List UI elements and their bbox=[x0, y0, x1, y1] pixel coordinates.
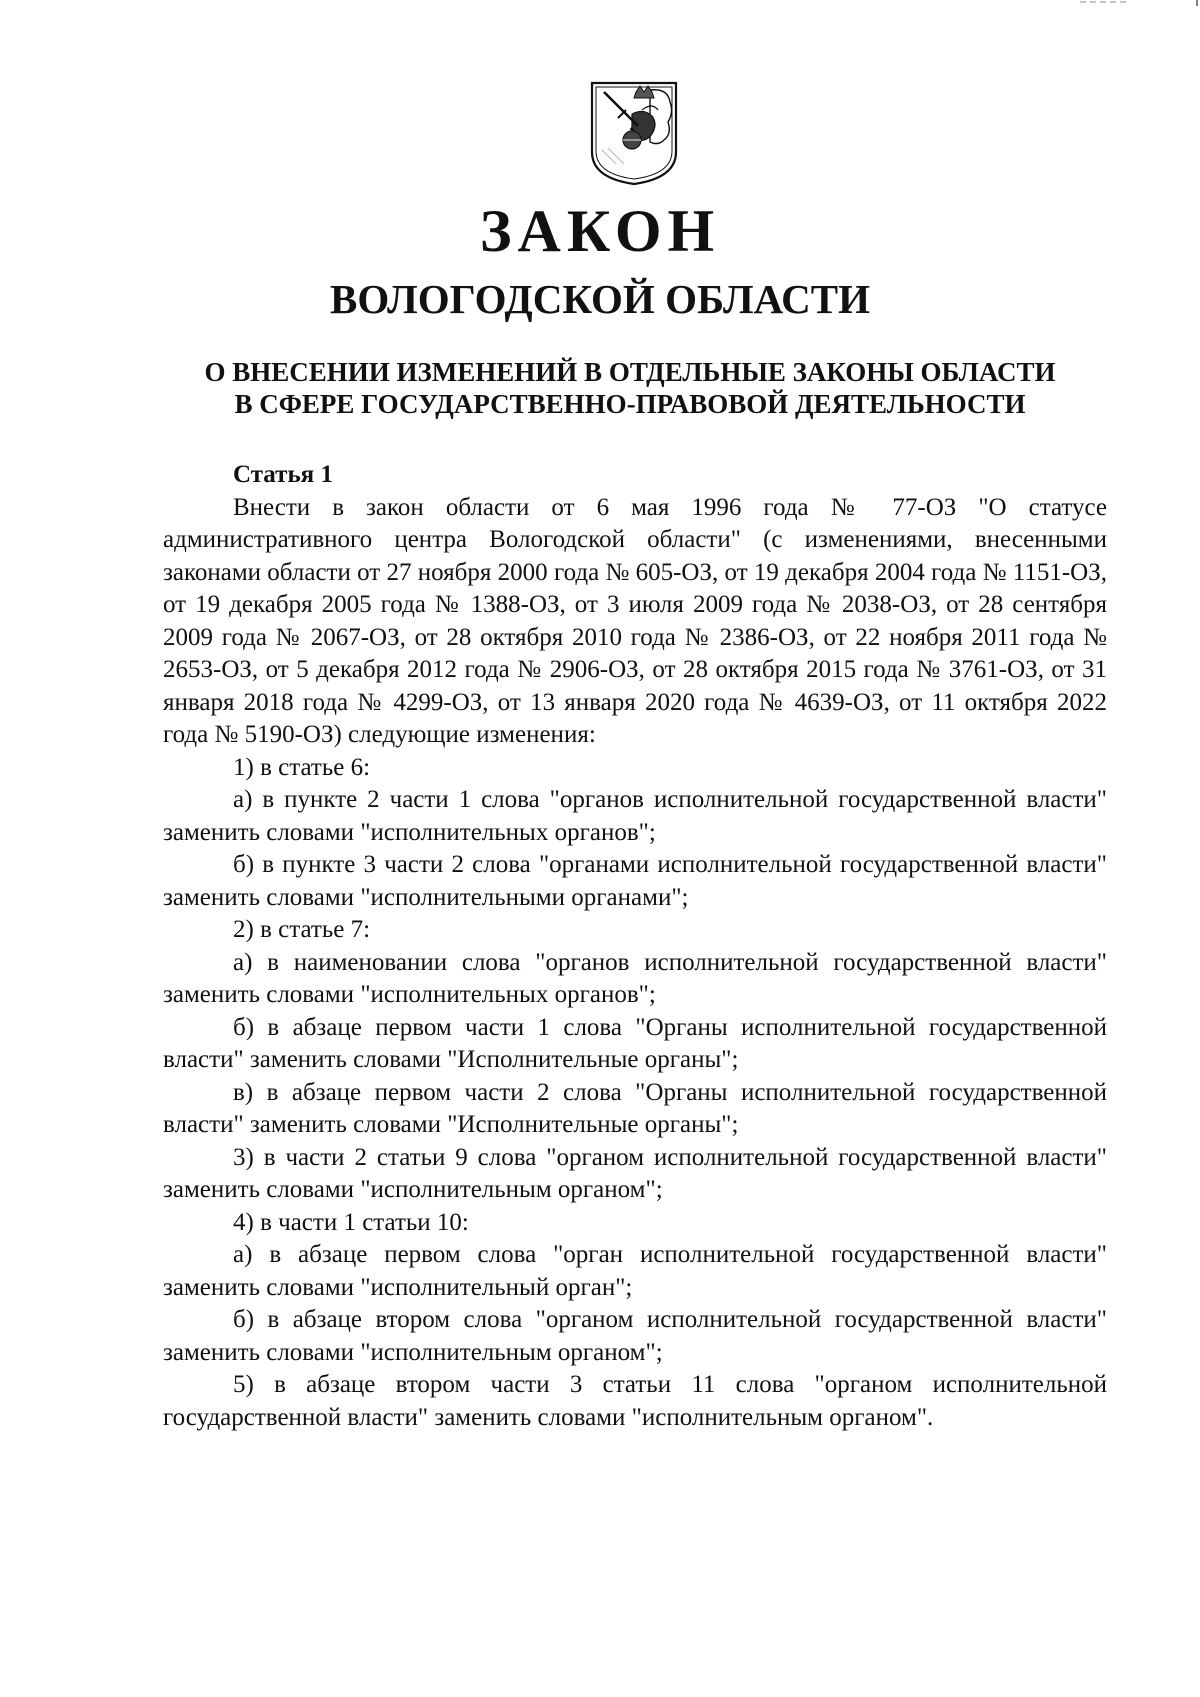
amendment-item: 2) в статье 7: bbox=[233, 916, 371, 943]
amendment-item: а) в абзаце первом слова "орган исполнительной государственной власти" заменить словами "исполнительный орган"; bbox=[163, 1241, 1107, 1301]
vologda-coat-of-arms-icon bbox=[588, 80, 680, 186]
amendment-item: б) в абзаце втором слова "органом исполнительной государственной власти" заменить словами "исполнительным органом"; bbox=[163, 1306, 1107, 1366]
amendment-item: б) в пункте 3 части 2 слова "органами исполнительной государственной власти" заменить словами "исполнительными органами"; bbox=[163, 851, 1107, 911]
amendment-item: 1) в статье 6: bbox=[233, 753, 371, 781]
amendment-item: в) в абзаце первом части 2 слова "Органы исполнительной государственной власти" заменить словами "Исполнительные органы"; bbox=[163, 1078, 1107, 1138]
article-heading: Статья 1 bbox=[233, 461, 333, 488]
document-subtitle bbox=[160, 356, 1100, 420]
amendment-item: а) в пункте 2 части 1 слова "органов исполнительной государственной власти" заменить словами "исполнительных органов"; bbox=[163, 786, 1107, 846]
amendment-item: а) в наименовании слова "органов исполнительной государственной власти" заменить словами "исполнительных органов"; bbox=[163, 948, 1107, 1008]
article-intro-paragraph: Внести в закон области от 6 мая 1996 года № 77-ОЗ "О статусе административного центра Вологодской области" (с изменениями, внесенными законами области от 27 ноября 2000 года № 605-ОЗ, от 19 декабря 2004 года № 1151-ОЗ, от 19 декабря 2005 года № 1388-ОЗ, от 3 июля 2009 года № 2038-ОЗ, от 28 сентября 2009 года № 2067-ОЗ, от 28 октября 2010 года № 2386-ОЗ, от 22 ноября 2011 года № 2653-ОЗ, от 5 декабря 2012 года № 2906-ОЗ, от 28 октября 2015 года № 3761-ОЗ, от 31 января 2018 года № 4299-ОЗ, от 13 января 2020 года № 4639-ОЗ, от 11 октября 2022 года № 5190-ОЗ) следующие изменения: bbox=[163, 493, 1107, 748]
document-region: ВОЛОГОДСКОЙ ОБЛАСТИ bbox=[329, 276, 871, 322]
amendment-item: б) в абзаце первом части 1 слова "Органы исполнительной государственной власти" заменить словами "Исполнительные органы"; bbox=[163, 1013, 1107, 1073]
subtitle-line-1: О ВНЕСЕНИИ ИЗМЕНЕНИЙ В ОТДЕЛЬНЫЕ ЗАКОНЫ ОБЛАСТИ bbox=[204, 357, 1056, 387]
amendment-item: 5) в абзаце втором части 3 статьи 11 слова "органом исполнительной государственной власти" заменить словами "исполнительным органом". bbox=[163, 1371, 1107, 1431]
document-title: ЗАКОН bbox=[479, 198, 721, 264]
article-body bbox=[163, 459, 1107, 1434]
subtitle-line-2: В СФЕРЕ ГОСУДАРСТВЕННО-ПРАВОВОЙ ДЕЯТЕЛЬНОСТИ bbox=[234, 389, 1026, 419]
scan-corner-mark bbox=[1070, 0, 1200, 6]
amendment-item: 4) в части 1 статьи 10: bbox=[233, 1208, 469, 1236]
amendment-item: 3) в части 2 статьи 9 слова "органом исполнительной государственной власти" заменить словами "исполнительным органом"; bbox=[163, 1143, 1107, 1203]
